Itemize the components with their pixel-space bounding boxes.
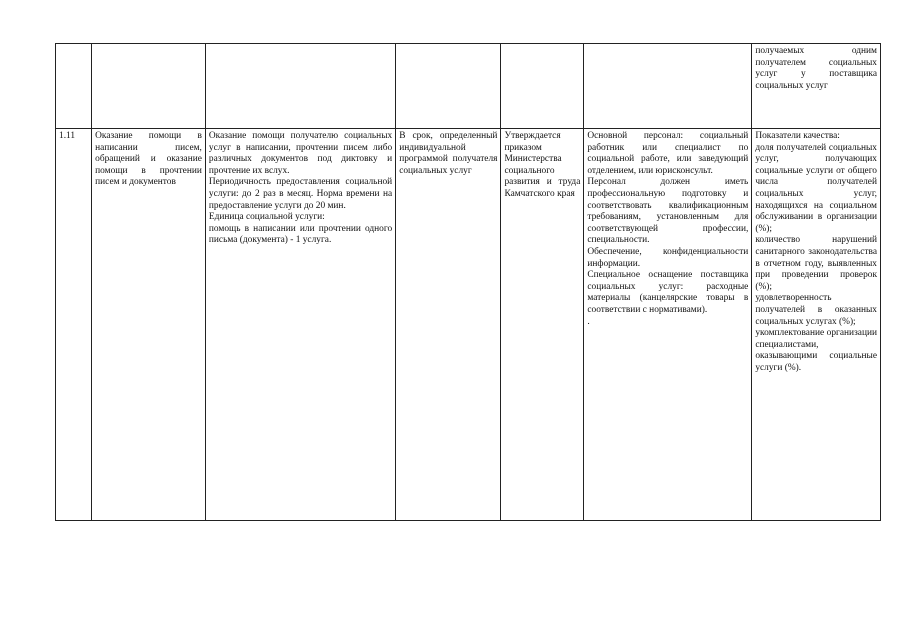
service-name: Оказание помощи в написании писем, обращений и оказание помощи в прочтении писем и документов [95,131,202,188]
quality-paragraph: Показатели качества: [755,131,840,141]
cell-tariff [501,129,584,521]
cell-quality [752,129,881,521]
row-number: 1.11 [59,131,76,141]
services-table [55,43,881,521]
cell-term [396,44,501,129]
cell-number [56,44,92,129]
cell-service-name [92,44,206,129]
conditions-paragraph: Обеспечение, конфиденциальности информации. [587,246,749,269]
tariff-text: Утверждается приказом Министерства социального развития и труда Камчатского края [504,131,581,199]
quality-paragraph: укомплектование организации специалистами, оказывающими социальные услуги (%). [755,328,877,373]
cell-quality [752,44,881,129]
cell-service-name [92,129,206,521]
quality-paragraph: количество нарушений санитарного законодательства в отчетном году, выявленных при проведении проверок (%); [755,235,877,292]
cell-tariff [501,44,584,129]
conditions-paragraph: . [587,316,590,327]
table-row [56,129,881,521]
description-paragraph: помощь в написании или прочтении одного письма (документа) - 1 услуга. [208,223,393,246]
quality-continuation: получаемых одним получателем социальных услуг у поставщика социальных услуг [755,46,877,91]
cell-description [205,44,395,129]
description-paragraph: Единица социальной услуги: [208,212,325,223]
cell-number [56,129,92,521]
cell-description [205,129,395,521]
conditions-paragraph: Персонал должен иметь профессиональную подготовку и соответствовать квалификационным требованиям, установленным для соответствующей профессии, специальности. [587,177,749,246]
quality-paragraph: удовлетворенность получателей в оказанных социальных услугах (%); [755,293,877,327]
conditions-paragraph: Специальное оснащение поставщика социальных услуг: расходные материалы (канцелярские товары в соответствии с нормативами). [587,270,749,315]
table-row [56,44,881,129]
cell-conditions [584,44,752,129]
term-text: В срок, определенный индивидуальной программой получателя социальных услуг [399,131,498,176]
description-paragraph: Оказание помощи получателю социальных услуг в написании, прочтении писем либо различных документов под диктовку и прочтение их вслух. [208,131,393,176]
quality-paragraph: доля получателей социальных услуг, получающих социальные услуги от общего числа получателей социальных услуг, находящихся на социальном обслуживании в организации (%); [755,142,877,234]
cell-term [396,129,501,521]
description-paragraph: Периодичность предоставления социальной услуги: до 2 раз в месяц. Норма времени на предоставление услуги до 20 мин. [208,177,393,211]
conditions-paragraph: Основной персонал: социальный работник или специалист по социальной работе, или заведующий отделением, или юрисконсульт. [587,131,749,176]
cell-conditions [584,129,752,521]
